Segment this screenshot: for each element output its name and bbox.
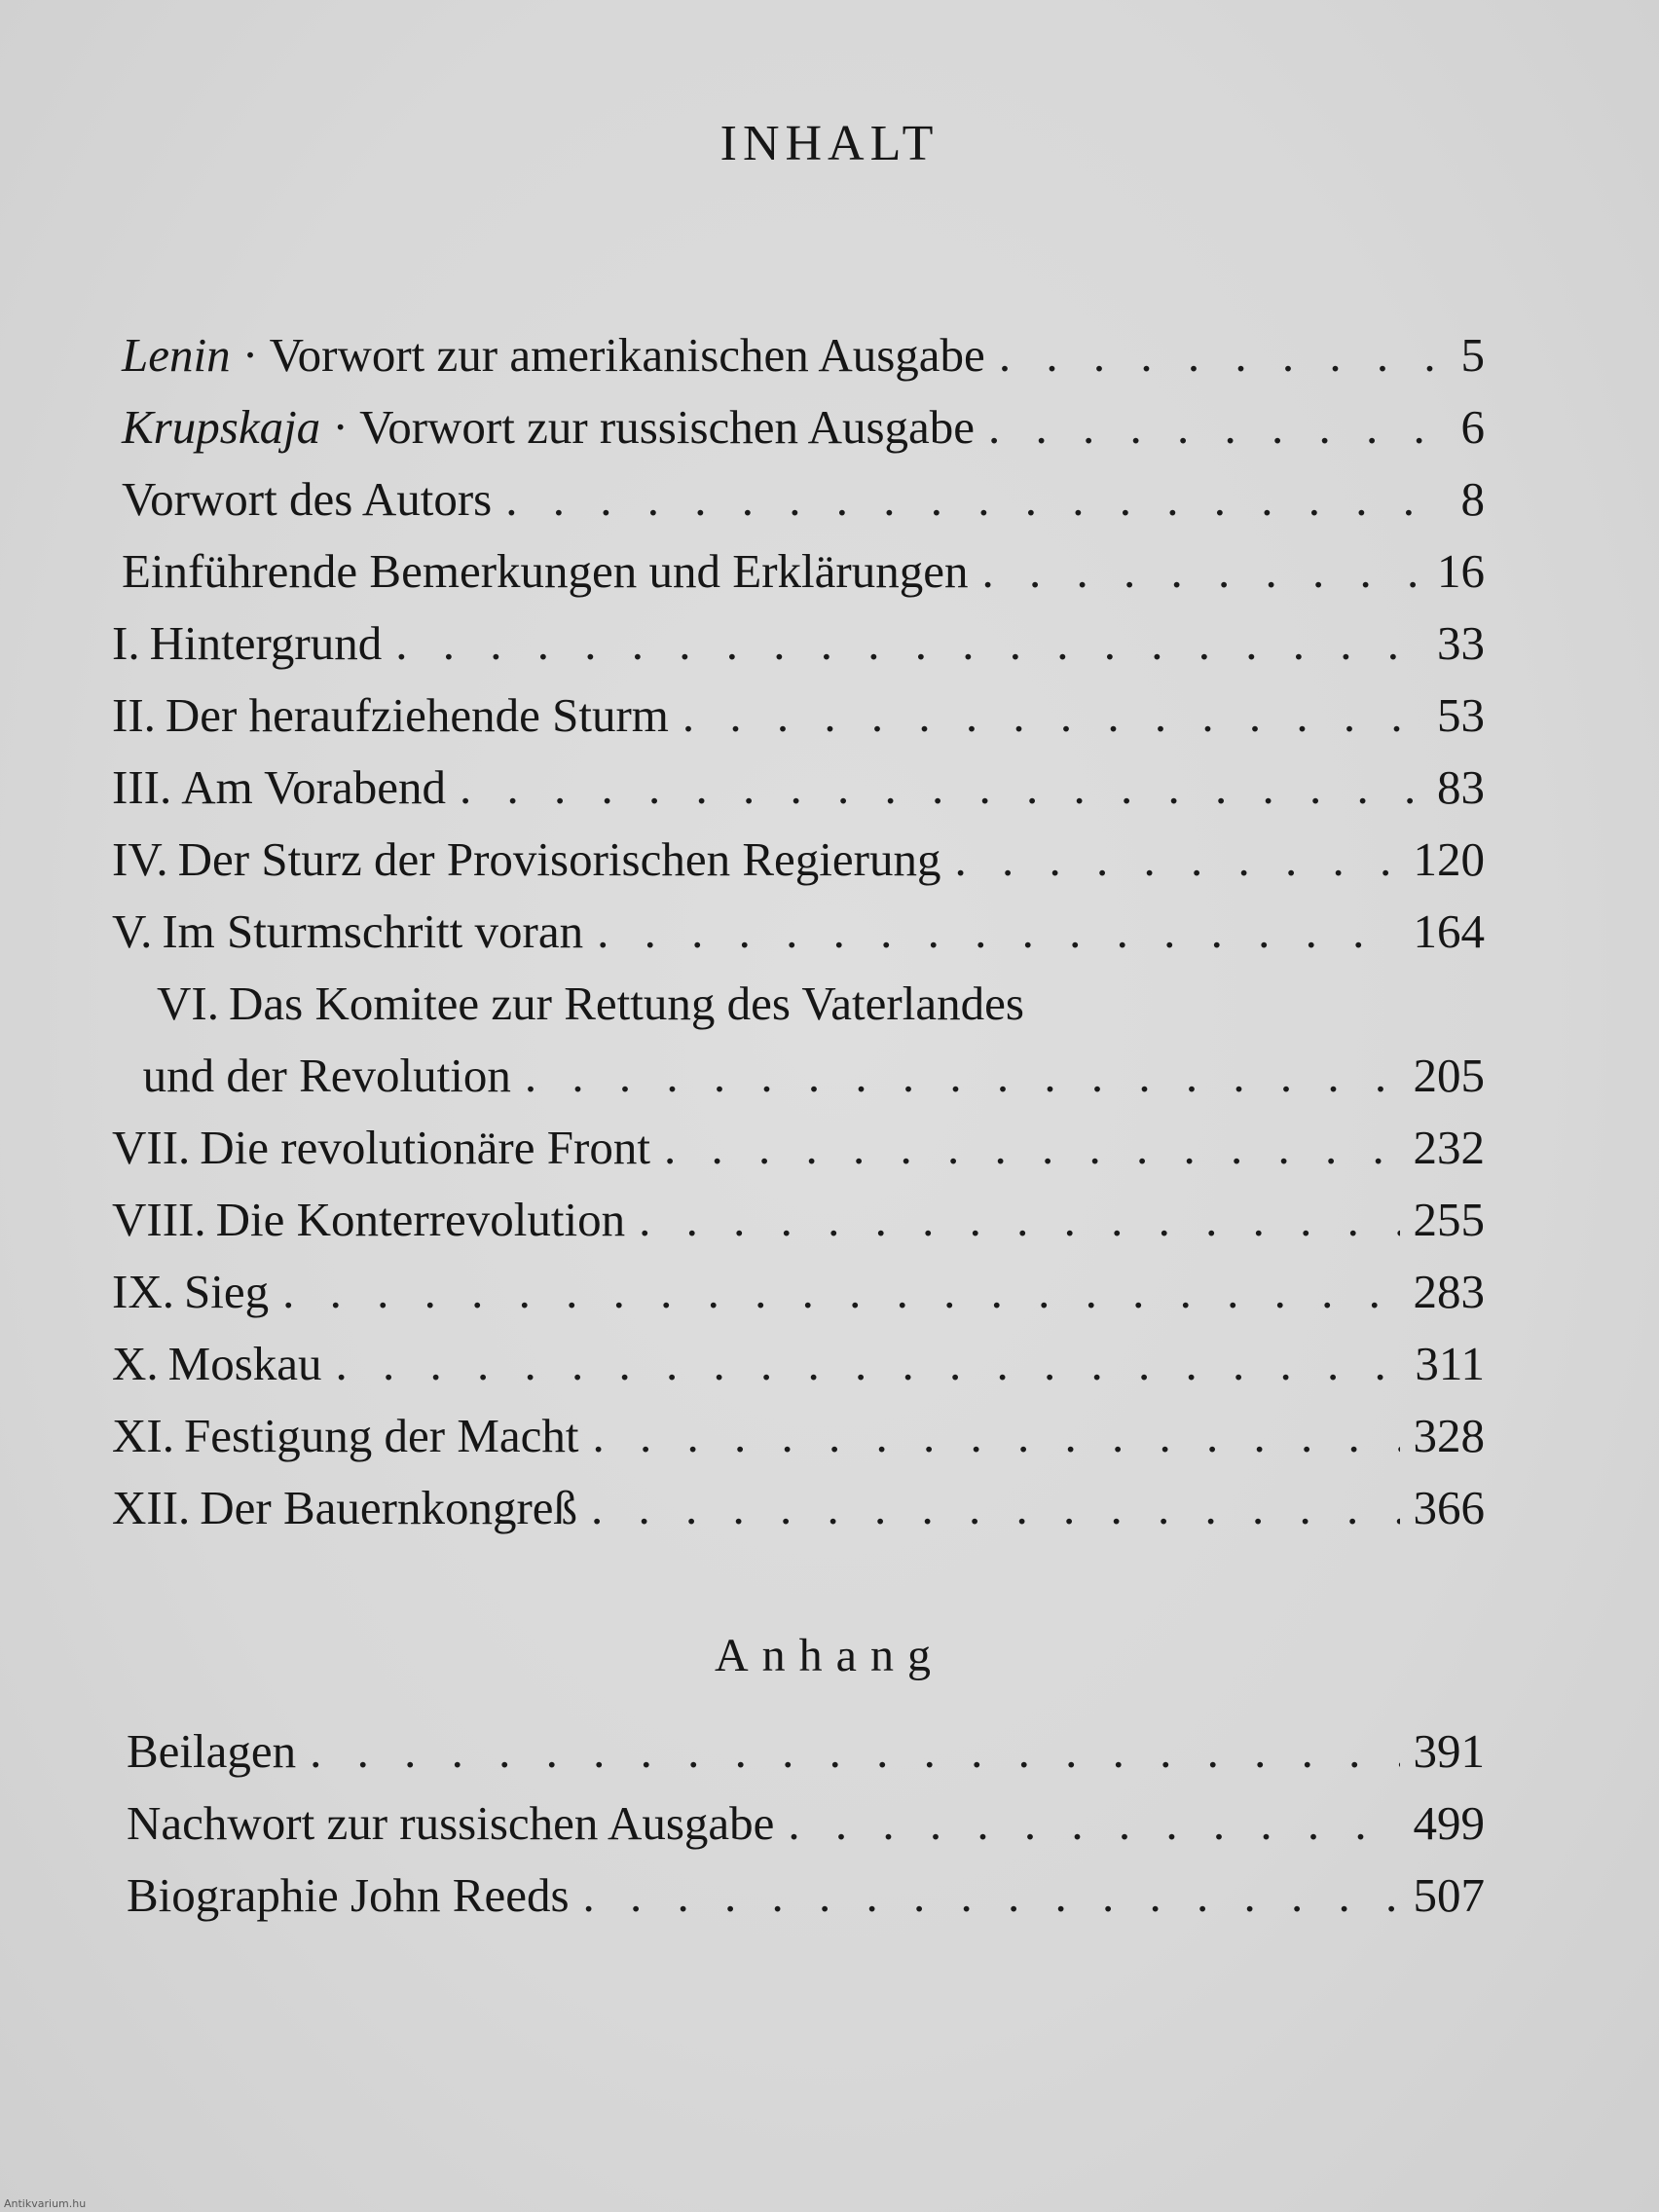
chapter-entry: [112, 609, 1485, 678]
chapter-entry: [112, 754, 1485, 822]
dot-leader: [583, 1862, 1400, 1930]
dot-leader: [639, 1186, 1399, 1254]
chapter-title: Im Sturmschritt voran: [162, 904, 584, 958]
toc-entry-author: Lenin: [122, 328, 231, 382]
toc-page-number: 328: [1413, 1409, 1485, 1462]
chapter-entry: [112, 1402, 1485, 1470]
chapter-title: Der Bauernkongreß: [200, 1481, 578, 1534]
chapter-number: X.: [112, 1337, 159, 1390]
appendix-entry-text: Nachwort zur russischen Ausgabe: [127, 1796, 775, 1850]
toc-entry-text: Krupskaja · Vorwort zur russischen Ausgabe: [122, 400, 976, 454]
toc-page-number: 33: [1437, 616, 1485, 670]
toc-page-number: 507: [1413, 1868, 1485, 1922]
chapter-number: VII.: [112, 1121, 191, 1174]
dot-leader: [788, 1789, 1399, 1858]
dot-leader: [981, 537, 1423, 606]
dot-leader: [395, 609, 1423, 678]
toc-page-number: 311: [1415, 1337, 1485, 1390]
toc-page-number: 366: [1413, 1481, 1485, 1534]
chapter-entry: [112, 1114, 1485, 1182]
chapter-title: Festigung der Macht: [183, 1409, 579, 1462]
toc-page-number: 164: [1413, 904, 1485, 958]
toc-page-number: 16: [1437, 544, 1485, 598]
toc-page-number: 53: [1437, 688, 1485, 742]
chapter-entry: [112, 1258, 1485, 1326]
chapter-entry-continuation: [112, 1042, 1485, 1110]
dot-leader: [591, 1474, 1399, 1542]
dot-leader: [988, 393, 1447, 461]
chapter-number: IV.: [112, 832, 168, 886]
chapter-title-line2: und der Revolution: [142, 1049, 511, 1102]
toc-page-number: 283: [1413, 1265, 1485, 1318]
chapter-entry: [112, 682, 1485, 750]
appendix-entry: [127, 1862, 1485, 1930]
toc-entry: [122, 465, 1485, 534]
chapter-entry: [112, 1186, 1485, 1254]
dot-leader: [954, 826, 1399, 894]
chapter-title: Moskau: [167, 1337, 322, 1390]
chapter-title: Der heraufziehende Sturm: [165, 688, 669, 742]
toc-page-number: 205: [1413, 1049, 1485, 1102]
toc-page-number: 255: [1413, 1193, 1485, 1246]
chapter-number: VI.: [157, 977, 219, 1030]
chapter-title: Sieg: [183, 1265, 270, 1318]
chapter-title: Das Komitee zur Rettung des Vaterlandes: [229, 977, 1024, 1030]
chapter-title: Am Vorabend: [181, 760, 446, 814]
appendix-entry-text: Biographie John Reeds: [127, 1868, 570, 1922]
dot-leader: [310, 1717, 1399, 1786]
chapter-number: IX.: [112, 1265, 174, 1318]
toc-page-number: 120: [1413, 832, 1485, 886]
toc-entry-text: Vorwort des Autors: [122, 472, 493, 526]
toc-page-number: 5: [1460, 328, 1485, 382]
chapter-number: V.: [112, 904, 153, 958]
chapter-title: Die revolutionäre Front: [200, 1121, 650, 1174]
toc-entry: [122, 393, 1485, 461]
chapter-title: Der Sturz der Provisorischen Regierung: [177, 832, 941, 886]
toc-page-number: 83: [1437, 760, 1485, 814]
chapter-number: II.: [112, 688, 156, 742]
toc-entry: [122, 537, 1485, 606]
dot-leader: [999, 321, 1448, 389]
dot-leader: [282, 1258, 1399, 1326]
toc-page-number: 232: [1413, 1121, 1485, 1174]
chapter-entry: [112, 826, 1485, 894]
appendix-entry: [127, 1789, 1485, 1858]
chapter-title: Die Konterrevolution: [215, 1193, 626, 1246]
chapter-number: VIII.: [112, 1193, 206, 1246]
dot-leader: [593, 1402, 1400, 1470]
chapter-number: XI.: [112, 1409, 174, 1462]
appendix-heading: Anhang: [715, 1630, 944, 1681]
chapter-entry: [112, 970, 1485, 1038]
watermark: Antikvarium.hu: [4, 2197, 87, 2210]
appendix-entry-text: Beilagen: [127, 1724, 297, 1778]
chapter-entry: [112, 1474, 1485, 1542]
dot-leader: [664, 1114, 1400, 1182]
dot-leader: [682, 682, 1423, 750]
dot-leader: [460, 754, 1423, 822]
toc-entry-text: Einführende Bemerkungen und Erklärungen: [122, 544, 969, 598]
toc-entry: [122, 321, 1485, 389]
dot-leader: [336, 1330, 1402, 1398]
chapter-entry: [112, 898, 1485, 966]
toc-page-number: 6: [1460, 400, 1485, 454]
chapter-number: XII.: [112, 1481, 191, 1534]
appendix-entry: [127, 1717, 1485, 1786]
toc-entry-author: Krupskaja: [122, 400, 321, 454]
toc-page-number: 391: [1413, 1724, 1485, 1778]
dot-leader: [505, 465, 1447, 534]
dot-leader: [597, 898, 1399, 966]
chapter-number: I.: [112, 616, 140, 670]
chapter-entry: [112, 1330, 1485, 1398]
page-title: INHALT: [719, 116, 940, 171]
toc-entry-text: Lenin · Vorwort zur amerikanischen Ausgabe: [122, 328, 985, 382]
chapter-title: Hintergrund: [149, 616, 383, 670]
toc-page-number: 8: [1460, 472, 1485, 526]
chapter-number: III.: [112, 760, 172, 814]
toc-page-number: 499: [1413, 1796, 1485, 1850]
dot-leader: [525, 1042, 1400, 1110]
